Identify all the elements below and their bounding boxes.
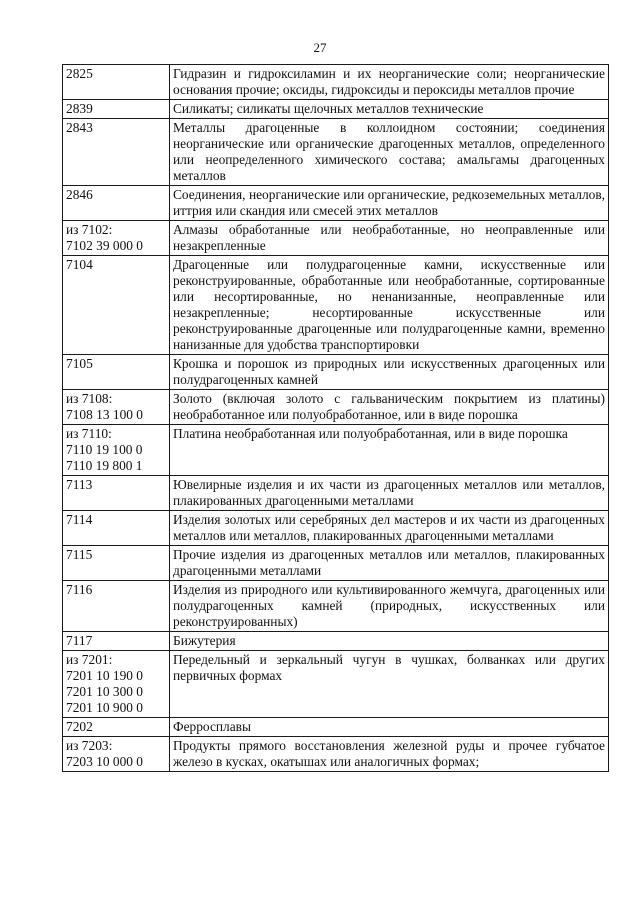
description-cell: Бижутерия [170, 632, 609, 651]
commodity-code: из 7102: [66, 222, 113, 237]
commodity-code: 7117 [66, 633, 93, 648]
commodity-code: 7201 10 300 0 [66, 684, 143, 699]
code-cell [63, 390, 170, 425]
commodity-code: 7110 19 100 0 [66, 442, 143, 457]
description-cell: Соединения, неорганические или органические, редкоземельных металлов, иттрия или скандия или смесей этих металлов [170, 186, 609, 221]
commodity-code: из 7108: [66, 391, 113, 406]
description-cell: Гидразин и гидроксиламин и их неорганические соли; неорганические основания прочие; оксиды, гидроксиды и пероксиды металлов прочие [170, 65, 609, 100]
description-cell: Платина необработанная или полуобработанная, или в виде порошка [170, 425, 609, 476]
commodity-code: 2846 [66, 187, 93, 202]
commodity-code: 7105 [66, 356, 93, 371]
code-cell [63, 186, 170, 221]
commodity-code: 2825 [66, 66, 93, 81]
code-cell [63, 256, 170, 355]
commodity-code: 7108 13 100 0 [66, 407, 143, 422]
commodity-code-table [62, 64, 609, 772]
code-cell [63, 100, 170, 119]
commodity-code: 7102 39 000 0 [66, 238, 143, 253]
table-row [63, 632, 609, 651]
description-cell: Алмазы обработанные или необработанные, но неоправленные или незакрепленные [170, 221, 609, 256]
code-cell [63, 65, 170, 100]
code-cell [63, 221, 170, 256]
table-row [63, 651, 609, 718]
code-cell [63, 355, 170, 390]
commodity-code: 7113 [66, 477, 93, 492]
commodity-code: 7110 19 800 1 [66, 458, 143, 473]
description-cell: Продукты прямого восстановления железной руды и прочее губчатое железо в кусках, окатышах или аналогичных формах; [170, 737, 609, 772]
commodity-code: из 7203: [66, 738, 113, 753]
page-number: 27 [313, 40, 327, 55]
commodity-code: из 7110: [66, 426, 112, 441]
code-cell [63, 632, 170, 651]
description-cell: Изделия из природного или культивированного жемчуга, драгоценных или полудрагоценных камней (природных, искусственных или реконструированных) [170, 581, 609, 632]
code-cell [63, 546, 170, 581]
commodity-code: 7203 10 000 0 [66, 754, 143, 769]
table-row [63, 581, 609, 632]
table-row [63, 718, 609, 737]
table-row [63, 355, 609, 390]
table-row [63, 100, 609, 119]
code-cell [63, 425, 170, 476]
description-cell: Драгоценные или полудрагоценные камни, искусственные или реконструированные, обработанные или необработанные, сортированные или несортированные, но ненанизанные, неоправленные или незакрепленные; несортированные искусственные или реконструированные драгоценные или полудрагоценные камни, временно нанизанные для удобства транспортировки [170, 256, 609, 355]
description-cell: Ферросплавы [170, 718, 609, 737]
table-row [63, 546, 609, 581]
table-row [63, 65, 609, 100]
commodity-code: из 7201: [66, 652, 113, 667]
description-cell: Крошка и порошок из природных или искусственных драгоценных или полудрагоценных камней [170, 355, 609, 390]
code-cell [63, 651, 170, 718]
table-row [63, 511, 609, 546]
commodity-code: 7202 [66, 719, 93, 734]
description-cell: Прочие изделия из драгоценных металлов или металлов, плакированных драгоценными металлами [170, 546, 609, 581]
table-row [63, 186, 609, 221]
table-row [63, 390, 609, 425]
table-row [63, 119, 609, 186]
description-cell: Металлы драгоценные в коллоидном состоянии; соединения неорганические или органические драгоценных металлов, определенного или неопределенного химического состава; амальгамы драгоценных металлов [170, 119, 609, 186]
description-cell: Передельный и зеркальный чугун в чушках, болванках или других первичных формах [170, 651, 609, 718]
description-cell: Ювелирные изделия и их части из драгоценных металлов или металлов, плакированных драгоценными металлами [170, 476, 609, 511]
code-cell [63, 581, 170, 632]
code-cell [63, 476, 170, 511]
table-row [63, 256, 609, 355]
commodity-code: 7114 [66, 512, 93, 527]
code-cell [63, 511, 170, 546]
commodity-code: 2839 [66, 101, 93, 116]
commodity-code: 7115 [66, 547, 93, 562]
description-cell: Силикаты; силикаты щелочных металлов технические [170, 100, 609, 119]
table-row [63, 476, 609, 511]
description-cell: Золото (включая золото с гальваническим покрытием из платины) необработанное или полуобработанное, или в виде порошка [170, 390, 609, 425]
description-cell: Изделия золотых или серебряных дел мастеров и их части из драгоценных металлов или металлов, плакированных драгоценными металлами [170, 511, 609, 546]
commodity-code: 7201 10 190 0 [66, 668, 143, 683]
code-cell [63, 119, 170, 186]
code-cell [63, 737, 170, 772]
code-cell [63, 718, 170, 737]
table-row [63, 737, 609, 772]
commodity-code: 7104 [66, 257, 93, 272]
commodity-code: 7201 10 900 0 [66, 700, 143, 715]
commodity-code: 7116 [66, 582, 93, 597]
commodity-code: 2843 [66, 120, 93, 135]
table-row [63, 425, 609, 476]
table-row [63, 221, 609, 256]
